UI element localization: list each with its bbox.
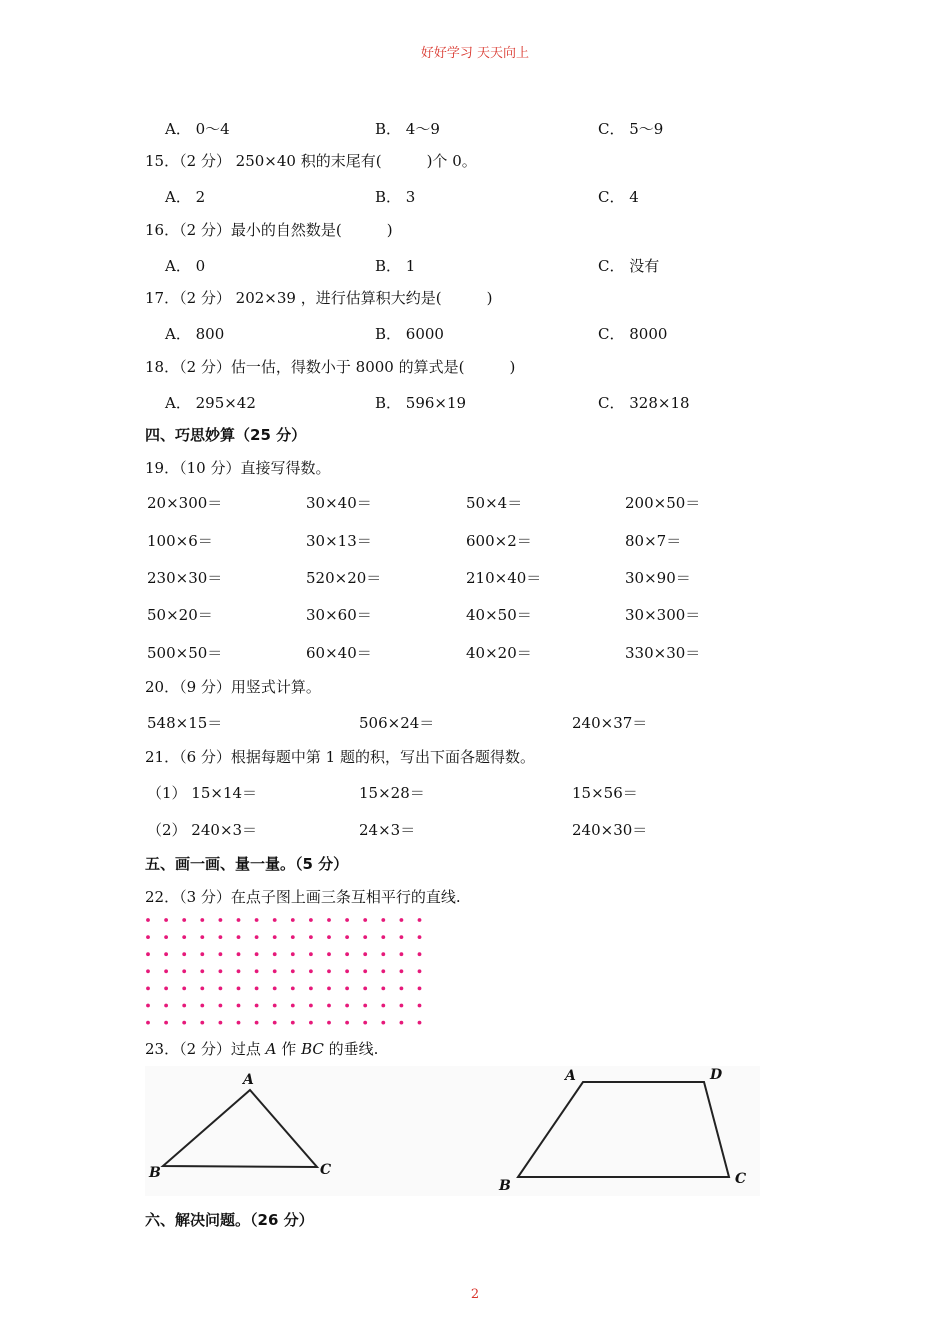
q18-option-c[interactable]: C． 328×18: [598, 394, 690, 412]
grid-dot[interactable]: [309, 1004, 313, 1008]
dot-grid[interactable]: [142, 914, 432, 1029]
grid-dot[interactable]: [146, 969, 150, 973]
grid-dot[interactable]: [363, 918, 367, 922]
q19-item: 50×4＝: [466, 494, 523, 512]
q23-segment-label: BC: [301, 1040, 324, 1058]
grid-dot[interactable]: [327, 952, 331, 956]
grid-dot[interactable]: [182, 935, 186, 939]
q19-item: 100×6＝: [147, 532, 213, 550]
grid-dot[interactable]: [164, 952, 168, 956]
grid-dot[interactable]: [309, 918, 313, 922]
q20-item: 506×24＝: [359, 714, 435, 732]
grid-dot[interactable]: [237, 1021, 241, 1025]
grid-dot[interactable]: [164, 1021, 168, 1025]
grid-dot[interactable]: [400, 969, 404, 973]
q21-item: 15×28＝: [359, 784, 425, 802]
q15-option-b[interactable]: B． 3: [375, 188, 416, 206]
grid-dot[interactable]: [363, 1021, 367, 1025]
q19-item: 30×13＝: [306, 532, 372, 550]
grid-dot[interactable]: [219, 969, 223, 973]
q15-option-c[interactable]: C． 4: [598, 188, 639, 206]
q17-stem: 17．（2 分） 202×39 ，进行估算积大约是( ): [145, 289, 493, 307]
q19-item: 500×50＝: [147, 644, 223, 662]
grid-dot[interactable]: [219, 1021, 223, 1025]
q19-stem: 19．（10 分）直接写得数。: [145, 459, 331, 477]
trapezoid-label-d: D: [710, 1067, 723, 1083]
grid-dot[interactable]: [345, 952, 349, 956]
q18-option-a[interactable]: A． 295×42: [165, 394, 256, 412]
grid-dot[interactable]: [200, 969, 204, 973]
q23-stem: [145, 1038, 378, 1059]
grid-dot[interactable]: [273, 935, 277, 939]
grid-dot[interactable]: [255, 987, 259, 991]
grid-dot[interactable]: [418, 1004, 422, 1008]
grid-dot[interactable]: [255, 918, 259, 922]
grid-dot[interactable]: [237, 1004, 241, 1008]
grid-dot[interactable]: [345, 918, 349, 922]
grid-dot[interactable]: [164, 1004, 168, 1008]
grid-dot[interactable]: [164, 918, 168, 922]
q17-option-c[interactable]: C． 8000: [598, 325, 668, 343]
q21-item: （2） 240×3＝: [147, 821, 258, 839]
grid-dot[interactable]: [363, 969, 367, 973]
q21-item: 15×56＝: [572, 784, 638, 802]
grid-dot[interactable]: [327, 1021, 331, 1025]
grid-dot[interactable]: [327, 918, 331, 922]
grid-dot[interactable]: [200, 952, 204, 956]
q17-option-b[interactable]: B． 6000: [375, 325, 444, 343]
q18-option-b[interactable]: B． 596×19: [375, 394, 467, 412]
grid-dot[interactable]: [291, 935, 295, 939]
grid-dot[interactable]: [182, 918, 186, 922]
grid-dot[interactable]: [182, 1004, 186, 1008]
q21-item: 24×3＝: [359, 821, 416, 839]
grid-dot[interactable]: [273, 952, 277, 956]
grid-dot[interactable]: [291, 952, 295, 956]
grid-dot[interactable]: [255, 1021, 259, 1025]
grid-dot[interactable]: [237, 918, 241, 922]
q17-option-a[interactable]: A． 800: [165, 325, 225, 343]
q19-item: 330×30＝: [625, 644, 701, 662]
q14-option-b[interactable]: B． 4～9: [375, 120, 440, 138]
q16-option-a[interactable]: A． 0: [165, 257, 206, 275]
q19-item: 520×20＝: [306, 569, 382, 587]
grid-dot[interactable]: [200, 935, 204, 939]
grid-dot[interactable]: [255, 969, 259, 973]
grid-dot[interactable]: [237, 987, 241, 991]
trapezoid-abcd[interactable]: [518, 1082, 729, 1177]
q19-item: 30×40＝: [306, 494, 372, 512]
grid-dot[interactable]: [363, 935, 367, 939]
q19-item: 40×20＝: [466, 644, 532, 662]
q23-figures[interactable]: [145, 1066, 760, 1196]
q20-item: 240×37＝: [572, 714, 648, 732]
grid-dot[interactable]: [400, 935, 404, 939]
grid-dot[interactable]: [309, 935, 313, 939]
grid-dot[interactable]: [219, 935, 223, 939]
section-5-title: 五、画一画、量一量。（5 分）: [145, 855, 349, 873]
q21-stem: 21．（6 分）根据每题中第 1 题的积，写出下面各题得数。: [145, 748, 535, 766]
q23-stem-prefix: 23．（2 分）过点: [145, 1040, 266, 1058]
grid-dot[interactable]: [363, 1004, 367, 1008]
q19-item: 40×50＝: [466, 606, 532, 624]
grid-dot[interactable]: [381, 952, 385, 956]
grid-dot[interactable]: [400, 1021, 404, 1025]
grid-dot[interactable]: [146, 987, 150, 991]
grid-dot[interactable]: [418, 918, 422, 922]
grid-dot[interactable]: [273, 987, 277, 991]
grid-dot[interactable]: [237, 969, 241, 973]
grid-dot[interactable]: [146, 1004, 150, 1008]
q19-item: 80×7＝: [625, 532, 682, 550]
grid-dot[interactable]: [309, 1021, 313, 1025]
grid-dot[interactable]: [381, 1021, 385, 1025]
grid-dot[interactable]: [273, 1021, 277, 1025]
grid-dot[interactable]: [327, 935, 331, 939]
q16-option-c[interactable]: C． 没有: [598, 257, 660, 275]
grid-dot[interactable]: [164, 987, 168, 991]
q21-item: 240×30＝: [572, 821, 648, 839]
grid-dot[interactable]: [291, 987, 295, 991]
grid-dot[interactable]: [418, 935, 422, 939]
grid-dot[interactable]: [291, 1004, 295, 1008]
grid-dot[interactable]: [219, 1004, 223, 1008]
grid-dot[interactable]: [345, 1021, 349, 1025]
q16-stem: 16．（2 分）最小的自然数是( ): [145, 221, 393, 239]
grid-dot[interactable]: [327, 987, 331, 991]
grid-dot[interactable]: [309, 969, 313, 973]
grid-dot[interactable]: [146, 935, 150, 939]
q23-stem-middle: 作: [276, 1040, 302, 1058]
grid-dot[interactable]: [200, 987, 204, 991]
grid-dot[interactable]: [146, 1021, 150, 1025]
grid-dot[interactable]: [345, 969, 349, 973]
q20-item: 548×15＝: [147, 714, 223, 732]
q23-stem-suffix: 的垂线.: [323, 1040, 379, 1058]
grid-dot[interactable]: [418, 952, 422, 956]
grid-dot[interactable]: [200, 1004, 204, 1008]
q19-item: 210×40＝: [466, 569, 542, 587]
page-header: 好好学习 天天向上: [420, 46, 530, 61]
q15-stem: 15．（2 分） 250×40 积的末尾有( )个 0。: [145, 152, 477, 170]
q19-item: 600×2＝: [466, 532, 532, 550]
triangle-label-a: A: [243, 1072, 254, 1088]
triangle-label-c: C: [320, 1162, 332, 1178]
grid-dot[interactable]: [146, 918, 150, 922]
q19-item: 20×300＝: [147, 494, 223, 512]
q22-stem: 22．（3 分）在点子图上画三条互相平行的直线.: [145, 888, 461, 906]
grid-dot[interactable]: [345, 987, 349, 991]
grid-dot[interactable]: [309, 987, 313, 991]
grid-dot[interactable]: [327, 969, 331, 973]
grid-dot[interactable]: [400, 918, 404, 922]
grid-dot[interactable]: [273, 1004, 277, 1008]
grid-dot[interactable]: [291, 1021, 295, 1025]
grid-dot[interactable]: [363, 987, 367, 991]
q19-item: 30×300＝: [625, 606, 701, 624]
grid-dot[interactable]: [182, 952, 186, 956]
grid-dot[interactable]: [273, 969, 277, 973]
grid-dot[interactable]: [309, 952, 313, 956]
grid-dot[interactable]: [219, 952, 223, 956]
trapezoid-label-a: A: [565, 1068, 576, 1084]
grid-dot[interactable]: [255, 1004, 259, 1008]
q19-item: 30×90＝: [625, 569, 691, 587]
grid-dot[interactable]: [381, 935, 385, 939]
grid-dot[interactable]: [273, 918, 277, 922]
grid-dot[interactable]: [255, 952, 259, 956]
triangle-abc[interactable]: [163, 1090, 317, 1167]
grid-dot[interactable]: [200, 1021, 204, 1025]
q14-option-c[interactable]: C． 5～9: [598, 120, 664, 138]
grid-dot[interactable]: [164, 935, 168, 939]
q14-option-a[interactable]: A． 0～4: [165, 120, 230, 138]
grid-dot[interactable]: [219, 987, 223, 991]
grid-dot[interactable]: [146, 952, 150, 956]
grid-dot[interactable]: [200, 918, 204, 922]
grid-dot[interactable]: [182, 969, 186, 973]
grid-dot[interactable]: [381, 987, 385, 991]
section-4-title: 四、巧思妙算（25 分）: [145, 426, 307, 444]
grid-dot[interactable]: [363, 952, 367, 956]
grid-dot[interactable]: [381, 918, 385, 922]
q23-point-label: A: [265, 1040, 277, 1058]
section-6-title: 六、解决问题。（26 分）: [145, 1211, 314, 1229]
grid-dot[interactable]: [327, 1004, 331, 1008]
q19-item: 60×40＝: [306, 644, 372, 662]
grid-dot[interactable]: [237, 935, 241, 939]
grid-dot[interactable]: [400, 987, 404, 991]
q15-option-a[interactable]: A． 2: [165, 188, 206, 206]
grid-dot[interactable]: [291, 918, 295, 922]
grid-dot[interactable]: [237, 952, 241, 956]
grid-dot[interactable]: [418, 1021, 422, 1025]
grid-dot[interactable]: [418, 987, 422, 991]
grid-dot[interactable]: [345, 1004, 349, 1008]
grid-dot[interactable]: [164, 969, 168, 973]
grid-dot[interactable]: [291, 969, 295, 973]
q19-item: 50×20＝: [147, 606, 213, 624]
grid-dot[interactable]: [381, 969, 385, 973]
grid-dot[interactable]: [182, 1021, 186, 1025]
q19-item: 230×30＝: [147, 569, 223, 587]
grid-dot[interactable]: [345, 935, 349, 939]
q19-item: 200×50＝: [625, 494, 701, 512]
triangle-label-b: B: [149, 1165, 161, 1181]
grid-dot[interactable]: [381, 1004, 385, 1008]
grid-dot[interactable]: [255, 935, 259, 939]
grid-dot[interactable]: [418, 969, 422, 973]
grid-dot[interactable]: [219, 918, 223, 922]
q16-option-b[interactable]: B． 1: [375, 257, 416, 275]
grid-dot[interactable]: [400, 1004, 404, 1008]
grid-dot[interactable]: [182, 987, 186, 991]
q21-item: （1） 15×14＝: [147, 784, 258, 802]
q19-item: 30×60＝: [306, 606, 372, 624]
trapezoid-label-b: B: [499, 1178, 511, 1194]
q20-stem: 20．（9 分）用竖式计算。: [145, 678, 321, 696]
page-number: 2: [470, 1287, 480, 1302]
trapezoid-label-c: C: [735, 1171, 747, 1187]
grid-dot[interactable]: [400, 952, 404, 956]
q18-stem: 18．（2 分）估一估，得数小于 8000 的算式是( ): [145, 358, 516, 376]
